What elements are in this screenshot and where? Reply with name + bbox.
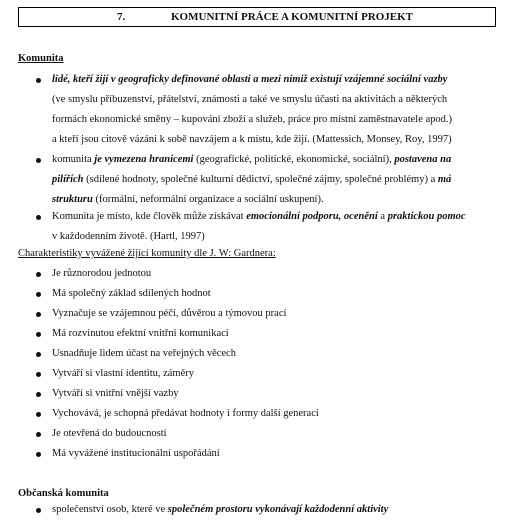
list-item xyxy=(37,364,503,384)
list-item xyxy=(37,500,503,520)
definition-line: a kteří jsou citově vázáni k sobě navzájem a k místu, kde žijí. (Mattessich, Monsey, Roy, 1997) xyxy=(52,134,452,145)
bullet-icon xyxy=(36,352,41,357)
list-item-text: Vyznačuje se vzájemnou péčí, důvěrou a týmovou prací xyxy=(52,308,287,319)
chapter-title: KOMUNITNÍ PRÁCE A KOMUNITNÍ PROJEKT xyxy=(171,11,414,23)
section-heading-komunita: Komunita xyxy=(18,53,64,64)
list-item xyxy=(37,70,503,150)
list-item-text: Má rozvinutou efektní vnitřní komunikaci xyxy=(52,328,229,339)
list-item-text: Vytváří si vnitřní vnější vazby xyxy=(52,388,179,399)
list-item-text: Vytváří si vlastní identitu, záměry xyxy=(52,368,195,379)
list-item xyxy=(37,344,503,364)
bullet-icon xyxy=(36,78,41,83)
chapter-title-box xyxy=(18,7,496,27)
list-item xyxy=(37,444,503,464)
text: (formální, neformální organizace a sociální uskupení). xyxy=(92,194,324,205)
text-emphasis: je vymezena hranicemi xyxy=(94,154,194,165)
bullet-icon xyxy=(36,272,41,277)
text-emphasis: má xyxy=(437,174,452,185)
text-emphasis: strukturu xyxy=(52,194,93,205)
list-item-text: Je různorodou jednotou xyxy=(52,268,152,279)
list-item xyxy=(37,150,503,210)
bullet-icon xyxy=(36,432,41,437)
bullet-icon xyxy=(36,508,41,513)
bullet-icon xyxy=(36,158,41,163)
text-emphasis: praktickou pomoc xyxy=(387,211,466,222)
list-item xyxy=(37,404,503,424)
list-item xyxy=(37,324,503,344)
bullet-icon xyxy=(36,452,41,457)
text-emphasis: postavena na xyxy=(394,154,452,165)
text-emphasis: společném prostoru vykonávají každodenní aktivity xyxy=(167,504,389,515)
text: komunita xyxy=(52,154,95,165)
list-item-text: Má společný základ sdílených hodnot xyxy=(52,288,211,299)
list-item-text: Vychovává, je schopná předávat hodnoty i formy další generaci xyxy=(52,408,319,419)
list-item xyxy=(37,207,503,247)
bullet-icon xyxy=(36,392,41,397)
text: v každodenním životě. (Hartl, 1997) xyxy=(52,231,205,242)
bullet-icon xyxy=(36,372,41,377)
definition-emphasis: lidé, kteří žijí v geograficky definované oblasti a mezi nimiž existují vzájemné sociální vazby xyxy=(52,74,448,85)
list-item-text: Je otevřená do budoucnosti xyxy=(52,428,167,439)
list-item-text: Usnadňuje lidem účast na veřejných věcech xyxy=(52,348,236,359)
definition-line: (ve smyslu příbuzenství, přátelství, známosti a také ve smyslu účasti na aktivitách a některých xyxy=(52,94,448,105)
bullet-icon xyxy=(36,215,41,220)
text: (sdílené hodnoty, společné kulturní dědictví, společné zájmy, společné problémy) a xyxy=(83,174,438,185)
list-item-text: Má vyvážené institucionální uspořádání xyxy=(52,448,220,459)
section-heading-gardner: Charakteristiky vyvážené žijící komunity dle J. W: Gardnera: xyxy=(18,248,276,259)
bullet-icon xyxy=(36,412,41,417)
chapter-number: 7. xyxy=(117,11,126,23)
text-emphasis: pilířích xyxy=(52,174,84,185)
text: (geografické, politické, ekonomické, sociální), xyxy=(193,154,395,165)
text: a xyxy=(377,211,388,222)
list-item xyxy=(37,264,503,284)
text: společenství osob, které ve xyxy=(52,504,168,515)
list-item xyxy=(37,304,503,324)
bullet-icon xyxy=(36,292,41,297)
bullet-icon xyxy=(36,312,41,317)
list-item xyxy=(37,284,503,304)
bullet-icon xyxy=(36,332,41,337)
section-heading-obcanska: Občanská komunita xyxy=(18,488,109,499)
definition-line: formách ekonomické směny – kupování zboží a služeb, práce pro místní zaměstnavatele apod.) xyxy=(52,114,453,125)
list-item xyxy=(37,424,503,444)
text: Komunita je místo, kde člověk může získávat xyxy=(52,211,247,222)
text-emphasis: emocionální podporu, ocenění xyxy=(246,211,378,222)
list-item xyxy=(37,384,503,404)
